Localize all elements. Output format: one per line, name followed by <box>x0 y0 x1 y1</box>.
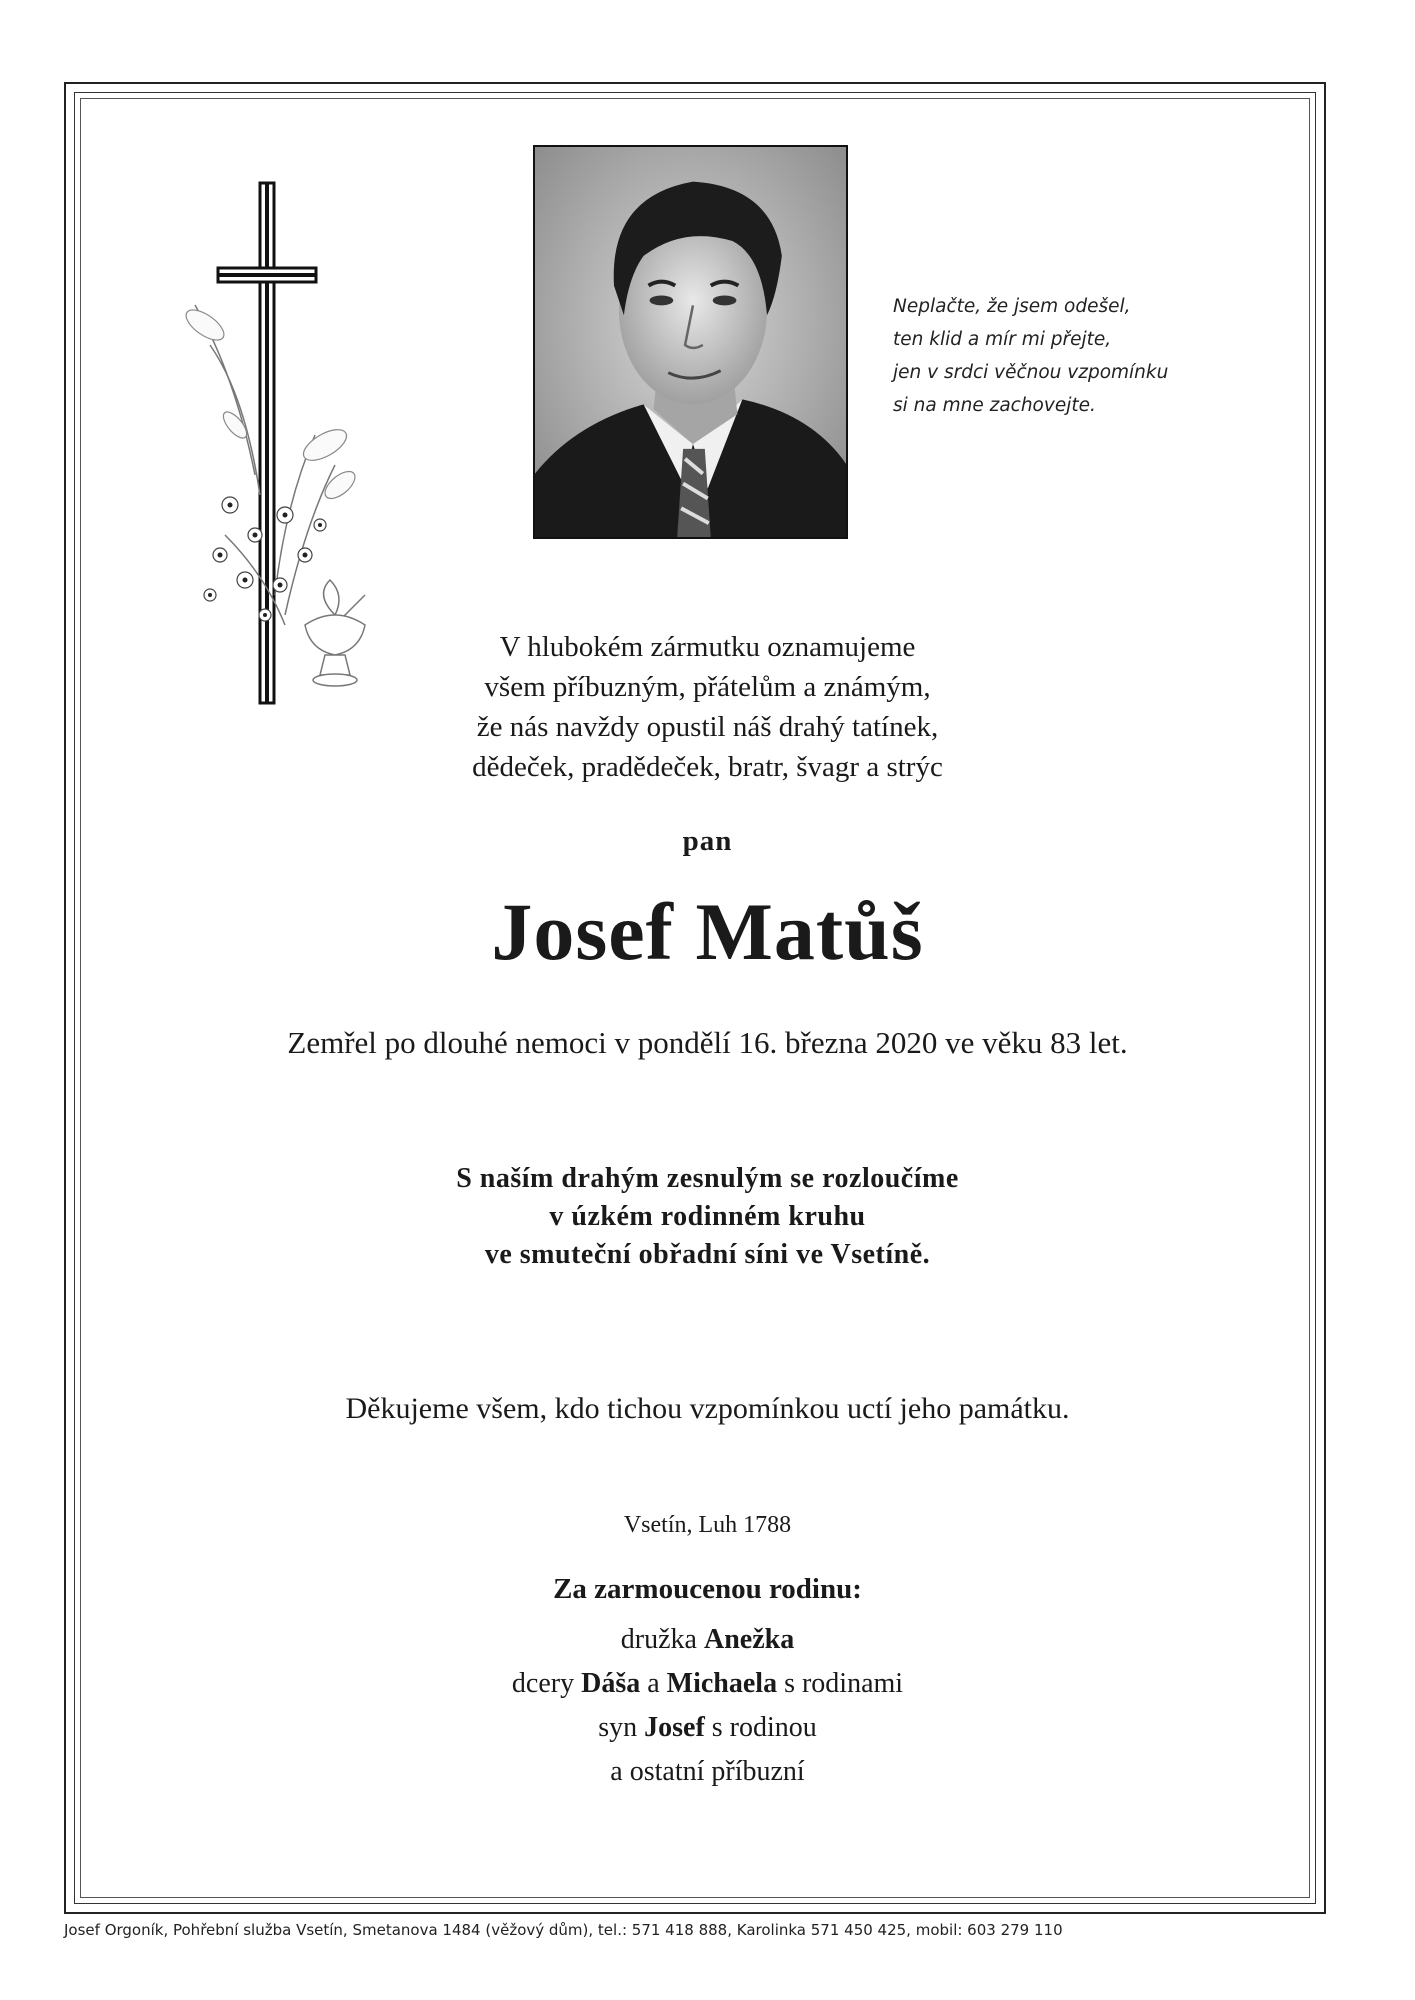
memorial-verse <box>893 290 1213 422</box>
announcement-line: všem příbuzným, přátelům a známým, <box>484 671 931 703</box>
announcement-line: že nás navždy opustil náš drahý tatínek, <box>476 711 939 743</box>
farewell-notice <box>0 1160 1415 1274</box>
family-line-prefix: syn <box>598 1712 645 1743</box>
family-list <box>0 1618 1415 1794</box>
deceased-name: Josef Matůš <box>491 886 924 977</box>
place-address: Vsetín, Luh 1788 <box>623 1512 792 1538</box>
family-line-prefix: dcery <box>511 1668 582 1699</box>
death-notice: Zemřel po dlouhé nemoci v pondělí 16. března 2020 ve věku 83 let. <box>287 1025 1128 1060</box>
family-line-daughters <box>0 1662 1415 1706</box>
announcement-line: dědeček, pradědeček, bratr, švagr a strýc <box>472 751 943 783</box>
announcement-line: V hlubokém zármutku oznamujeme <box>499 631 916 663</box>
family-line-prefix: družka <box>620 1624 704 1655</box>
family-line-suffix: s rodinou <box>704 1712 817 1743</box>
footer-funeral-service: Josef Orgoník, Pohřební služba Vsetín, Smetanova 1484 (věžový dům), tel.: 571 418 888, Karolinka 571 450 425, mobil: 603 279 110 <box>64 1921 1063 1939</box>
verse-line: Neplačte, že jsem odešel, <box>893 296 1131 317</box>
family-line-joiner: a <box>640 1668 667 1699</box>
verse-line: si na mne zachovejte. <box>893 395 1096 416</box>
farewell-line: S naším drahým zesnulým se rozloučíme <box>456 1163 959 1194</box>
family-member-name: Michaela <box>666 1668 778 1699</box>
farewell-line: v úzkém rodinném kruhu <box>549 1201 866 1232</box>
family-heading: Za zarmoucenou rodinu: <box>553 1573 862 1605</box>
family-line-suffix: s rodinami <box>777 1668 904 1699</box>
farewell-line: ve smuteční obřadní síni ve Vsetíně. <box>484 1239 931 1270</box>
portrait-photo <box>533 145 848 539</box>
family-line-son <box>0 1706 1415 1750</box>
family-member-name: Josef <box>644 1712 705 1743</box>
thanks-line: Děkujeme všem, kdo tichou vzpomínkou uctí jeho památku. <box>345 1392 1070 1425</box>
announcement <box>0 627 1415 787</box>
verse-line: ten klid a mír mi přejte, <box>893 329 1112 350</box>
family-line-partner <box>0 1618 1415 1662</box>
family-member-name: Anežka <box>703 1624 795 1655</box>
family-line-others: a ostatní příbuzní <box>610 1756 805 1787</box>
family-member-name: Dáša <box>581 1668 641 1699</box>
verse-line: jen v srdci věčnou vzpomínku <box>893 362 1169 383</box>
salutation: pan <box>682 825 733 857</box>
